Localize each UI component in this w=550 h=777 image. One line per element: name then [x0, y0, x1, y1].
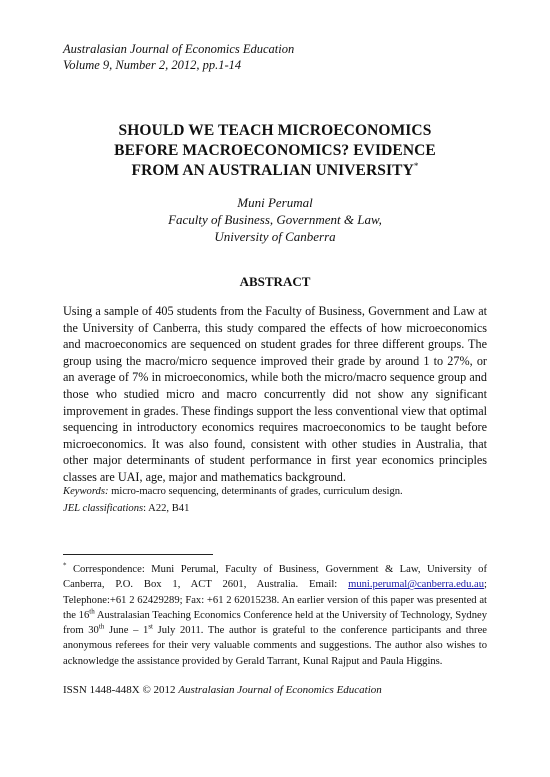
footnote-sup-3: st — [148, 622, 153, 631]
footnote-text-4: June – 1 — [104, 625, 149, 637]
keywords-label: Keywords: — [63, 486, 109, 497]
paper-title — [63, 121, 487, 181]
title-line-3 — [63, 161, 487, 181]
email-link[interactable]: muni.perumal@canberra.edu.au — [348, 579, 485, 591]
issn-footer — [63, 684, 382, 696]
title-line-2: BEFORE MACROECONOMICS? EVIDENCE — [114, 142, 436, 159]
footnote-marker: * — [63, 561, 67, 570]
jel-value: : A22, B41 — [143, 503, 190, 514]
keywords-line — [63, 485, 487, 499]
author-affiliation-2: University of Canberra — [214, 229, 336, 244]
author-affiliation-1: Faculty of Business, Government & Law, — [168, 212, 382, 227]
footnote-text-3: Australasian Teaching Economics Conference held at the University of Technology, Sydney from 30 — [63, 609, 487, 637]
jel-line — [63, 502, 487, 516]
keywords-value: micro-macro sequencing, determinants of grades, curriculum design. — [108, 486, 403, 497]
footnote-divider — [63, 554, 213, 555]
jel-label: JEL classifications — [63, 503, 144, 514]
journal-header — [63, 41, 294, 73]
footnote-text-5: July 2011. The author is grateful to the conference participants and three anonymous referees for their very valuable comments and suggestions. The author also wishes to acknowledge the assistance provided by Gerald Tarrant, Kunal Rajput and Paula Higgins. — [63, 625, 487, 667]
title-footnote-marker[interactable]: * — [413, 160, 419, 171]
issn-journal: Australasian Journal of Economics Education — [178, 684, 382, 696]
footnote-sup-2: th — [98, 622, 105, 631]
footnote-sup-1: th — [89, 607, 95, 616]
abstract-text: Using a sample of 405 students from the Faculty of Business, Government and Law at the University of Canberra, this study compared the effects of how microeconomics and macroeconomics are sequenced on student grades for three different groups. The group using the macro/micro sequence improved their grade by around 1 to 27%, or an average of 7% in microeconomics, while both the micro/macro sequence group and those who studied micro and macro concurrently did not show any significant improvement in grades. These findings support the less conventional view that optimal sequencing in introductory economics requires macroeconomics to be taught before microeconomics. It was also found, consistent with other studies in Australia, that other major determinants of student performance in first year economics principles classes are UAI, age, major and mathematics background. — [63, 304, 487, 484]
issn-prefix: ISSN 1448-448X © 2012 — [63, 684, 179, 696]
title-line-1: SHOULD WE TEACH MICROECONOMICS — [118, 122, 432, 139]
author-name: Muni Perumal — [237, 195, 313, 210]
title-line-3-text: FROM AN AUSTRALIAN UNIVERSITY — [131, 162, 414, 179]
author-block — [63, 194, 487, 245]
journal-name: Australasian Journal of Economics Education — [63, 42, 295, 56]
journal-volume: Volume 9, Number 2, 2012, pp.1-14 — [63, 58, 242, 72]
footnote — [63, 562, 487, 669]
footnote-text-2: ; Telephone:+61 2 62429289; Fax: +61 2 62015238. An earlier version of this paper was presented at the 16 — [63, 579, 487, 621]
footnote-text-1: Correspondence: Muni Perumal, Faculty of Business, Government & Law, University of Canberra, P.O. Box 1, ACT 2601, Australia. Email: — [63, 564, 487, 591]
abstract-heading: ABSTRACT — [239, 274, 311, 289]
